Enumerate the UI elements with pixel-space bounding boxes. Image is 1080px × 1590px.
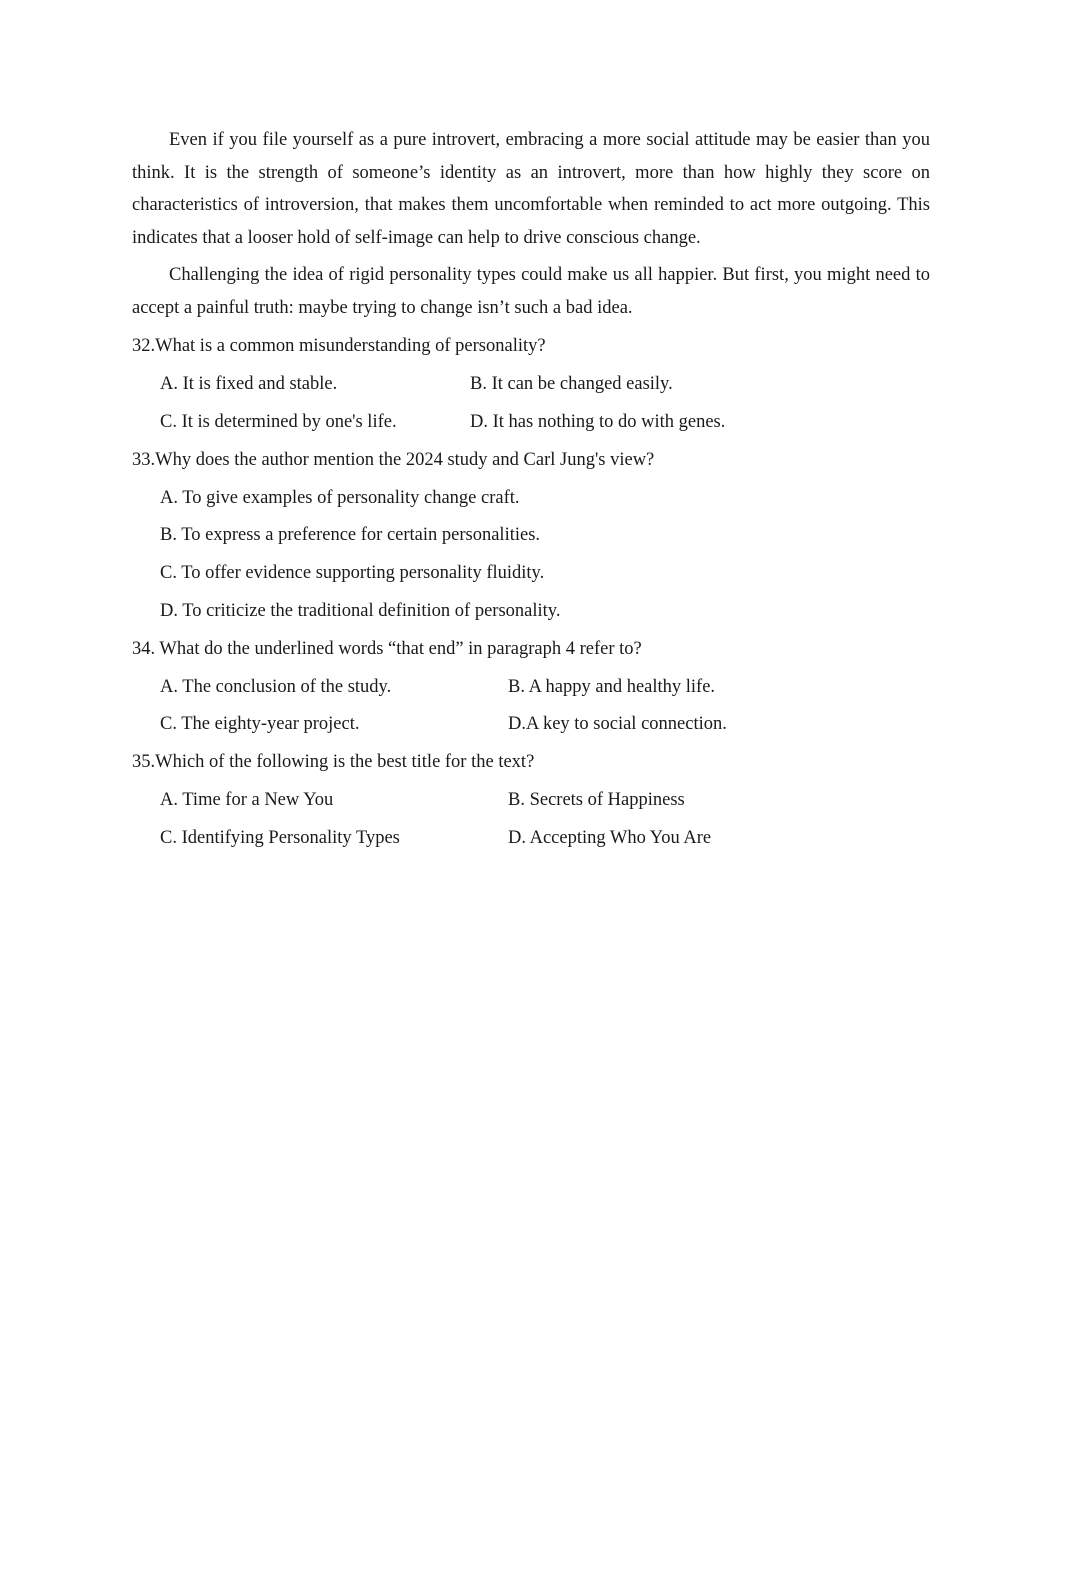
question-stem: 34. What do the underlined words “that end” in paragraph 4 refer to? — [132, 639, 642, 659]
question-stem: 33.Why does the author mention the 2024 study and Carl Jung's view? — [132, 450, 655, 470]
option-a: A. To give examples of personality change craft. — [160, 488, 520, 508]
option-a: A. Time for a New You — [160, 790, 334, 810]
passage-paragraph: Even if you file yourself as a pure introvert, embracing a more social attitude may be easier than you think. It is the strength of someone’s identity as an introvert, more than how highly they score on characteristics of introversion, that makes them uncomfortable when reminded to act more outgoing. This indicates that a looser hold of self-image can help to drive conscious change. — [132, 130, 930, 248]
question-stem: 35.Which of the following is the best title for the text? — [132, 752, 535, 772]
question-stem: 32.What is a common misunderstanding of personality? — [132, 336, 546, 356]
option-d: D. It has nothing to do with genes. — [470, 412, 726, 432]
option-a: A. The conclusion of the study. — [160, 677, 392, 697]
option-d: D. To criticize the traditional definition of personality. — [160, 601, 561, 621]
option-b: B. A happy and healthy life. — [508, 677, 716, 697]
option-d: D.A key to social connection. — [508, 714, 727, 734]
option-a: A. It is fixed and stable. — [160, 374, 338, 394]
option-c: C. It is determined by one's life. — [160, 412, 397, 432]
option-c: C. To offer evidence supporting personality fluidity. — [160, 563, 545, 583]
option-c: C. Identifying Personality Types — [160, 828, 400, 848]
option-b: B. To express a preference for certain personalities. — [160, 525, 541, 545]
option-b: B. It can be changed easily. — [470, 374, 673, 394]
option-b: B. Secrets of Happiness — [508, 790, 685, 810]
option-d: D. Accepting Who You Are — [508, 828, 712, 848]
passage-paragraph: Challenging the idea of rigid personality types could make us all happier. But first, you might need to accept a painful truth: maybe trying to change isn’t such a bad idea. — [132, 265, 930, 318]
option-c: C. The eighty-year project. — [160, 714, 360, 734]
